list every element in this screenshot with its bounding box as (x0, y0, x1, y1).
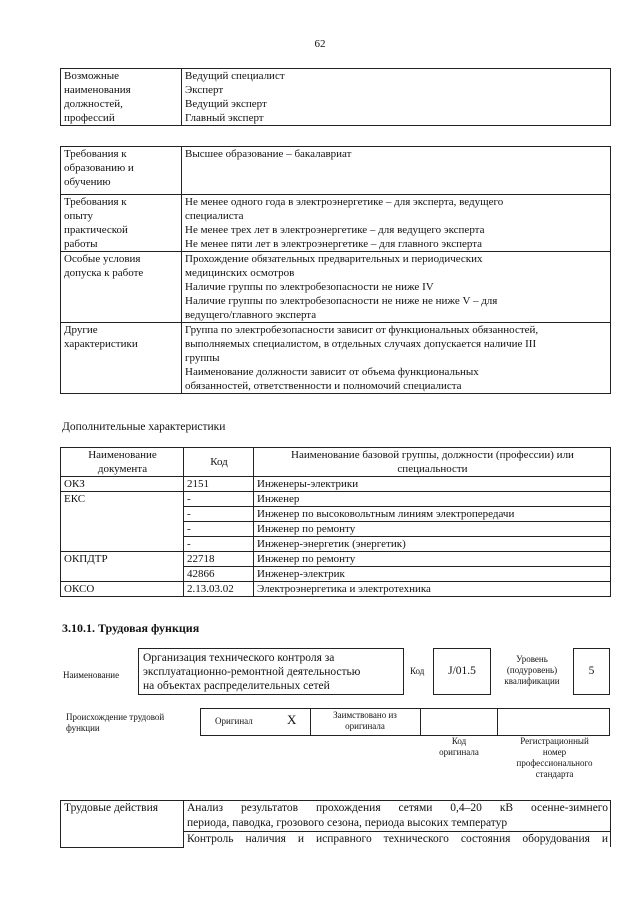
positions-label: Возможные наименования должностей, профессий (61, 69, 182, 126)
original-code-caption: Код оригинала (439, 736, 479, 757)
registration-number-caption: Регистрационный номер профессионального стандарта (516, 736, 593, 779)
positions-values: Ведущий специалист Эксперт Ведущий эксперт Главный эксперт (182, 69, 611, 126)
function-name-label: Наименование (63, 670, 120, 680)
doc-cell: ЕКС (61, 492, 184, 507)
qualification-level-label: Уровень (подуровень) квалификации (504, 654, 560, 686)
doc-cell (61, 507, 184, 522)
table-row (61, 195, 611, 252)
code-column-header: Код (184, 448, 254, 477)
education-value: Высшее образование – бакалавриат (182, 147, 611, 195)
table-row (61, 522, 611, 537)
code-cell: - (184, 492, 254, 507)
table-row (61, 252, 611, 323)
special-conditions-label: Особые условия допуска к работе (61, 252, 182, 323)
table-row (61, 537, 611, 552)
labor-function-heading: 3.10.1. Трудовая функция (62, 621, 200, 635)
other-characteristics-label: Другие характеристики (61, 323, 182, 394)
table-row (61, 567, 611, 582)
labor-action-item: Контроль наличия и исправного технического состояния оборудования и (184, 832, 611, 848)
table-row (61, 147, 611, 195)
classifiers-table (60, 447, 611, 597)
labor-action-item: Анализ результатов прохождения сетями 0,4–20 кВ осенне-зимнего периода, паводка, грозового сезона, периода высоких температур (184, 801, 611, 832)
labor-actions-label: Трудовые действия (61, 801, 184, 848)
function-name-box: Организация технического контроля за эксплуатационно-ремонтной деятельностью на объектах распределительных сетей (138, 648, 404, 695)
name-cell: Инженер по высоковольтным линиям электропередачи (254, 507, 611, 522)
code-cell: 22718 (184, 552, 254, 567)
special-conditions-value: Прохождение обязательных предварительных и периодических медицинских осмотров Наличие группы по электробезопасности не ниже IV Наличие группы по электробезопасности не ниже не ниже V – для ведущего/главного эксперта (182, 252, 611, 323)
doc-cell: ОКЗ (61, 477, 184, 492)
doc-cell: ОКСО (61, 582, 184, 597)
table-row (61, 323, 611, 394)
name-column-header: Наименование базовой группы, должности (профессии) или специальности (254, 448, 611, 477)
table-row (61, 477, 611, 492)
table-row (61, 801, 611, 832)
table-row (61, 507, 611, 522)
original-label: Оригинал (215, 716, 253, 726)
doc-cell (61, 537, 184, 552)
table-row (61, 582, 611, 597)
name-cell: Инженер по ремонту (254, 522, 611, 537)
origin-label: Происхождение трудовой функции (66, 712, 165, 733)
name-cell: Инженер по ремонту (254, 552, 611, 567)
code-cell: 42866 (184, 567, 254, 582)
divider (420, 708, 421, 736)
table-row (61, 492, 611, 507)
function-code-value: J/01.5 (448, 665, 476, 677)
qualification-level-box (573, 648, 610, 695)
code-cell: - (184, 537, 254, 552)
doc-cell: ОКПДТР (61, 552, 184, 567)
function-code-box (433, 648, 491, 695)
code-cell: - (184, 507, 254, 522)
name-cell: Электроэнергетика и электротехника (254, 582, 611, 597)
table-row (61, 552, 611, 567)
experience-label: Требования к опыту практической работы (61, 195, 182, 252)
other-characteristics-value: Группа по электробезопасности зависит от функциональных обязанностей, выполняемых специалистом, в отдельных случаях допускается наличие III группы Наименование должности зависит от объема функциональных обязанностей, ответственности и полномочий специалиста (182, 323, 611, 394)
experience-value: Не менее одного года в электроэнергетике – для эксперта, ведущего специалиста Не менее трех лет в электроэнергетике – для ведущего эксперта Не менее пяти лет в электроэнергетике – для главного эксперта (182, 195, 611, 252)
qualification-level-value: 5 (588, 665, 595, 677)
code-cell: 2151 (184, 477, 254, 492)
doc-cell (61, 567, 184, 582)
code-cell: - (184, 522, 254, 537)
table-row (61, 69, 611, 126)
labor-actions-table (60, 800, 611, 848)
name-cell: Инженер (254, 492, 611, 507)
table-header-row (61, 448, 611, 477)
name-cell: Инженер-электрик (254, 567, 611, 582)
borrowed-label: Заимствовано из оригинала (333, 710, 397, 731)
doc-column-header: Наименование документа (61, 448, 184, 477)
education-label: Требования к образованию и обучению (61, 147, 182, 195)
requirements-table (60, 146, 611, 394)
positions-table (60, 68, 611, 126)
page-number: 62 (314, 38, 326, 50)
name-cell: Инженеры-электрики (254, 477, 611, 492)
original-mark: X (287, 712, 297, 727)
function-code-label: Код (410, 666, 425, 676)
doc-cell (61, 522, 184, 537)
code-cell: 2.13.03.02 (184, 582, 254, 597)
extra-characteristics-heading: Дополнительные характеристики (62, 421, 226, 433)
divider (310, 708, 311, 736)
divider (497, 708, 498, 736)
name-cell: Инженер-энергетик (энергетик) (254, 537, 611, 552)
